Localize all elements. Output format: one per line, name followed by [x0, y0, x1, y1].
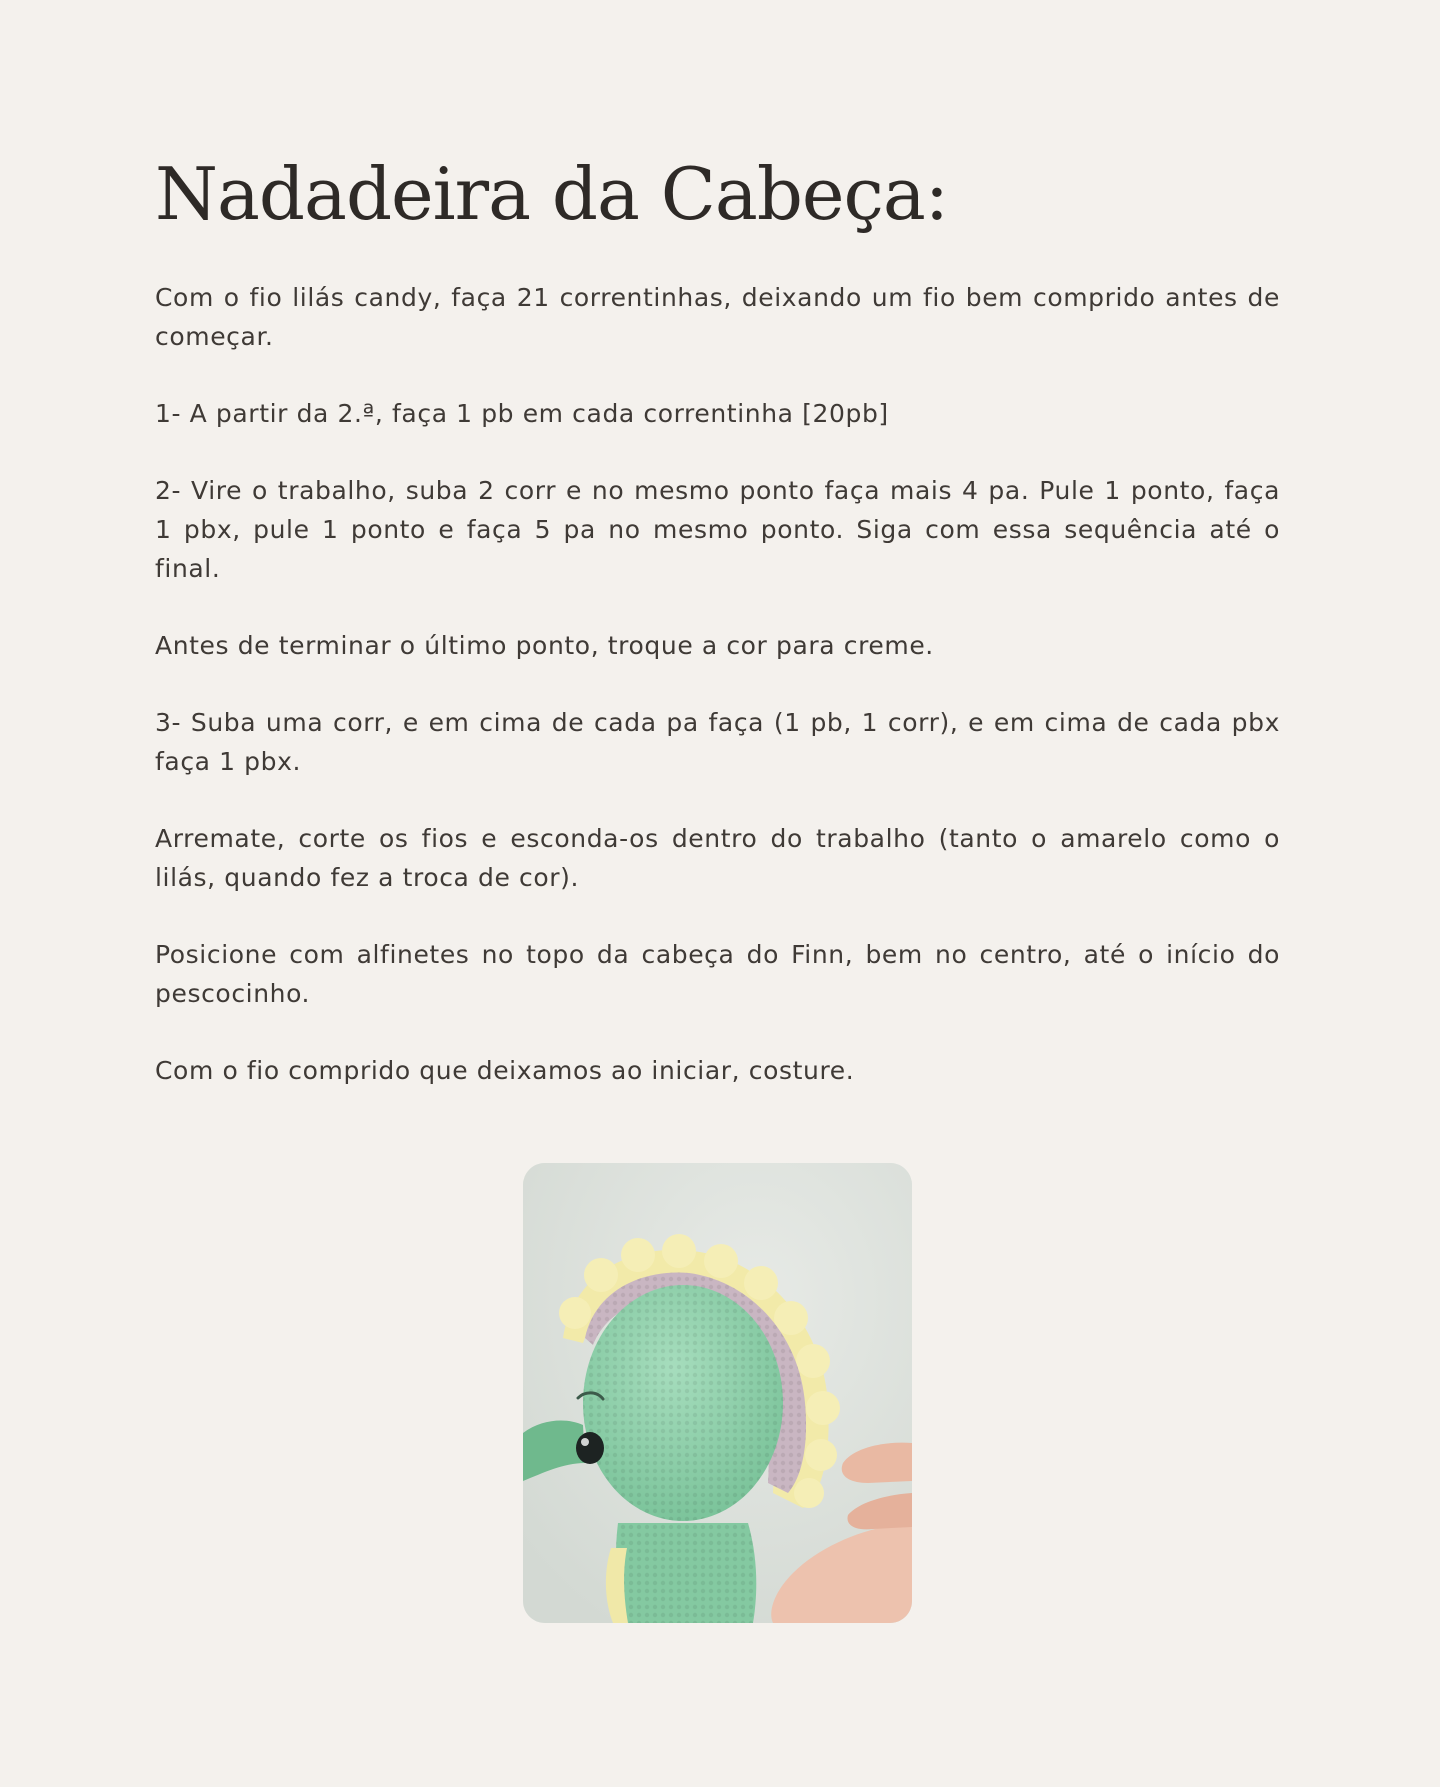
instruction-paragraph: Posicione com alfinetes no topo da cabeça do Finn, bem no centro, até o início do pescocinho.	[155, 940, 1280, 1008]
instruction-paragraph: Com o fio comprido que deixamos ao iniciar, costure.	[155, 1056, 855, 1085]
amigurumi-illustration	[523, 1163, 912, 1623]
instruction-paragraph: Arremate, corte os fios e esconda-os dentro do trabalho (tanto o amarelo como o lilás, quando fez a troca de cor).	[155, 824, 1280, 892]
instruction-paragraph: Com o fio lilás candy, faça 21 correntinhas, deixando um fio bem comprido antes de começar.	[155, 283, 1280, 351]
instruction-paragraph: 3- Suba uma corr, e em cima de cada pa faça (1 pb, 1 corr), e em cima de cada pbx faça 1 pbx.	[155, 708, 1280, 776]
amigurumi-photo	[523, 1163, 912, 1623]
instruction-paragraph: 1- A partir da 2.ª, faça 1 pb em cada correntinha [20pb]	[155, 399, 889, 428]
instruction-paragraph: Antes de terminar o último ponto, troque a cor para creme.	[155, 631, 934, 660]
instruction-paragraph: 2- Vire o trabalho, suba 2 corr e no mesmo ponto faça mais 4 pa. Pule 1 ponto, faça 1 pbx, pule 1 ponto e faça 5 pa no mesmo ponto. Siga com essa sequência até o final.	[155, 476, 1280, 583]
instructions	[155, 278, 1280, 1128]
page-title: Nadadeira da Cabeça:	[155, 152, 949, 236]
eye	[576, 1432, 604, 1464]
